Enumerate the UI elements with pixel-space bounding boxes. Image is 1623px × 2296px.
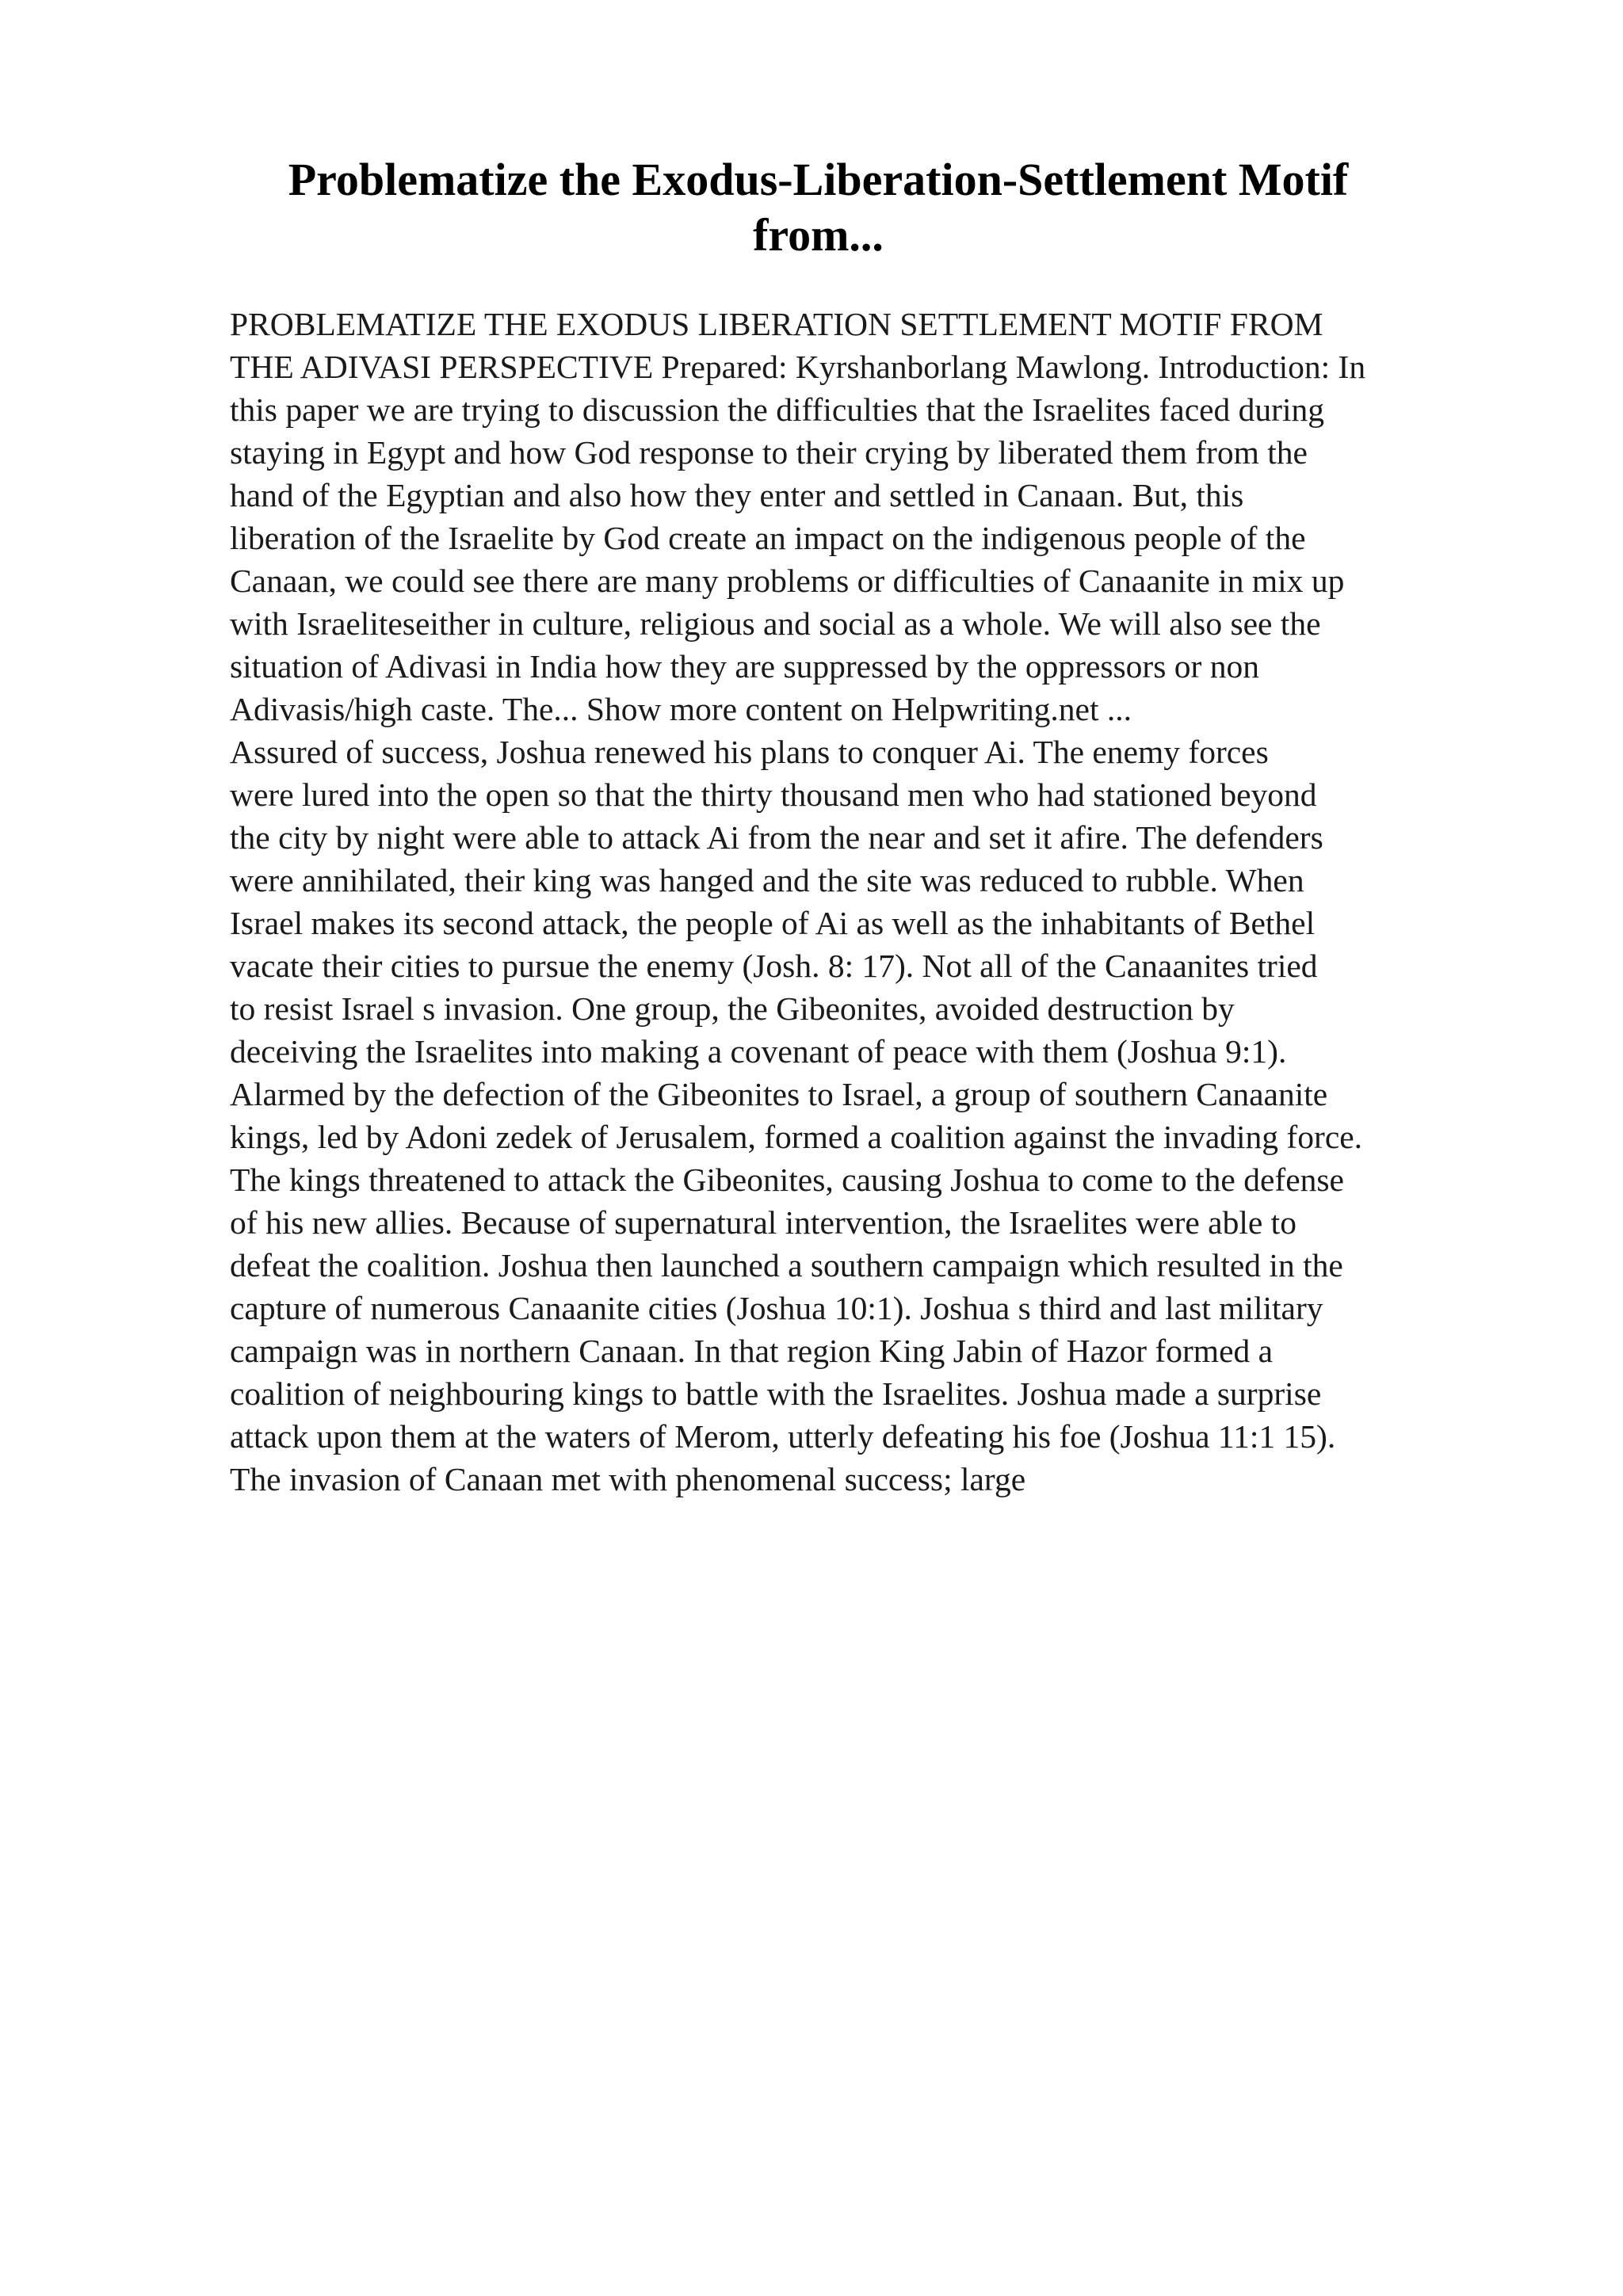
text-line: The kings threatened to attack the Gibeonites, causing Joshua to come to the defense [230,1161,1344,1198]
text-line: PROBLEMATIZE THE EXODUS LIBERATION SETTLEMENT MOTIF FROM [230,306,1323,342]
text-line: were lured into the open so that the thirty thousand men who had stationed beyond [230,776,1317,813]
text-line: to resist Israel s invasion. One group, the Gibeonites, avoided destruction by [230,990,1235,1027]
text-line: kings, led by Adoni zedek of Jerusalem, formed a coalition against the invading force. [230,1119,1363,1155]
text-line: attack upon them at the waters of Merom, utterly defeating his foe (Joshua 11:1 15). [230,1418,1336,1455]
text-line: situation of Adivasi in India how they are suppressed by the oppressors or non [230,648,1259,685]
title-line: from... [753,209,884,261]
text-line: with Israeliteseither in culture, religious and social as a whole. We will also see the [230,605,1321,642]
text-line: deceiving the Israelites into making a covenant of peace with them (Joshua 9:1). [230,1033,1287,1070]
text-line: vacate their cities to pursue the enemy (Josh. 8: 17). Not all of the Canaanites tried [230,948,1318,984]
text-line: The invasion of Canaan met with phenomenal success; large [230,1461,1026,1497]
text-line: coalition of neighbouring kings to battle with the Israelites. Joshua made a surprise [230,1375,1322,1412]
text-line: this paper we are trying to discussion the difficulties that the Israelites faced during [230,391,1325,428]
text-line: Canaan, we could see there are many problems or difficulties of Canaanite in mix up [230,563,1345,599]
text-line: THE ADIVASI PERSPECTIVE Prepared: Kyrshanborlang Mawlong. Introduction: In [230,349,1366,385]
text-line: Adivasis/high caste. The... Show more content on Helpwriting.net ... [230,691,1132,727]
text-line: campaign was in northern Canaan. In that region King Jabin of Hazor formed a [230,1333,1274,1369]
text-line: Assured of success, Joshua renewed his plans to conquer Ai. The enemy forces [230,734,1269,770]
title-line: Problematize the Exodus-Liberation-Settlement Motif [288,154,1349,205]
paragraph-introduction [230,303,1529,730]
text-line: hand of the Egyptian and also how they enter and settled in Canaan. But, this [230,477,1244,513]
text-line: the city by night were able to attack Ai from the near and set it afire. The defenders [230,819,1323,856]
paragraph-conquest [230,730,1529,1501]
text-line: staying in Egypt and how God response to their crying by liberated them from the [230,434,1308,471]
text-line: of his new allies. Because of supernatural intervention, the Israelites were able to [230,1204,1296,1241]
text-line: defeat the coalition. Joshua then launched a southern campaign which resulted in the [230,1247,1343,1283]
text-line: capture of numerous Canaanite cities (Joshua 10:1). Joshua s third and last military [230,1290,1323,1326]
text-line: Israel makes its second attack, the people of Ai as well as the inhabitants of Bethel [230,905,1316,941]
text-line: were annihilated, their king was hanged and the site was reduced to rubble. When [230,862,1304,898]
text-line: Alarmed by the defection of the Gibeonites to Israel, a group of southern Canaanite [230,1076,1328,1112]
document-title [230,152,1407,263]
text-line: liberation of the Israelite by God create an impact on the indigenous people of the [230,520,1306,556]
